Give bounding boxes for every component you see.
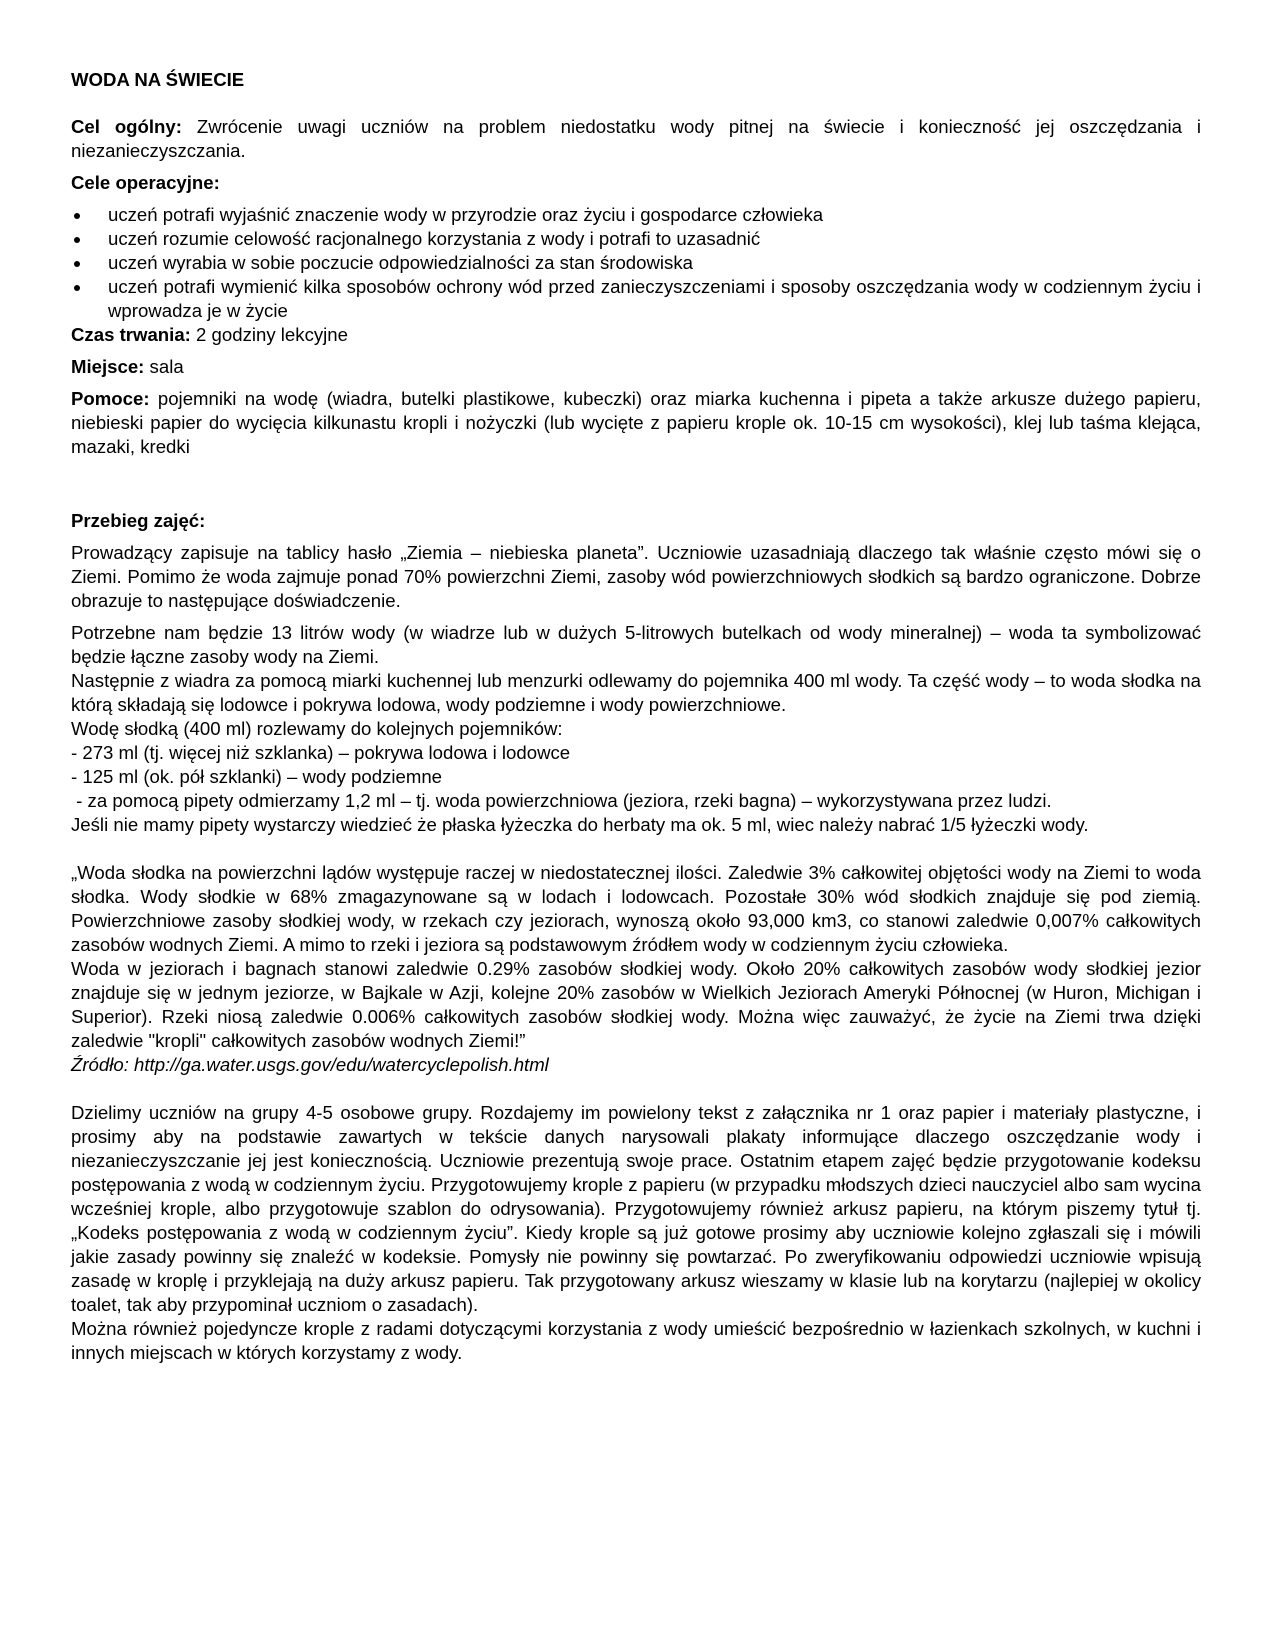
experiment-line: Potrzebne nam będzie 13 litrów wody (w wiadrze lub w dużych 5-litrowych butelkach od wody mineralnej) – woda ta symbolizować będzie łączne zasoby wody na Ziemi. xyxy=(71,622,1201,667)
experiment-line: - 273 ml (tj. więcej niż szklanka) – pokrywa lodowa i lodowce xyxy=(71,742,571,763)
objectives-list xyxy=(71,203,1201,323)
course-intro: Prowadzący zapisuje na tablicy hasło „Ziemia – niebieska planeta”. Uczniowie uzasadniają dlaczego tak właśnie często mówi się o Ziemi. Pomimo że woda zajmuje ponad 70% powierzchni Ziemi, zasoby wód powierzchniowych słodkich są bardzo ograniczone. Dobrze obrazuje to następujące doświadczenie. xyxy=(71,542,1201,611)
aids-paragraph xyxy=(71,387,1201,459)
course-label: Przebieg zajęć: xyxy=(71,510,206,531)
aids-text: pojemniki na wodę (wiadra, butelki plastikowe, kubeczki) oraz miarka kuchenna i pipeta a także arkusze dużego papieru, niebieski papier do wycięcia kilkunastu kropli i nożyczki (lub wycięte z papieru krople ok. 10-15 cm wysokości), klej lub taśma klejąca, mazaki, kredki xyxy=(71,388,1201,457)
goal-text: Zwrócenie uwagi uczniów na problem niedostatku wody pitnej na świecie i konieczność jej oszczędzania i niezanieczyszczania. xyxy=(71,116,1202,161)
document-page xyxy=(71,68,1201,1365)
place-text: sala xyxy=(144,356,184,377)
groups-section xyxy=(71,1101,1201,1365)
experiment-line: Następnie z wiadra za pomocą miarki kuchennej lub menzurki odlewamy do pojemnika 400 ml wody. Ta część wody – to woda słodka na którą składają się lodowce i pokrywa lodowa, wody podziemne i wody powierzchniowe. xyxy=(71,670,1201,715)
bullet-icon xyxy=(74,213,80,219)
objective-text: uczeń wyrabia w sobie poczucie odpowiedzialności za stan środowiska xyxy=(108,252,693,273)
experiment-line: Wodę słodką (400 ml) rozlewamy do kolejnych pojemników: xyxy=(71,718,563,739)
objective-item xyxy=(71,251,1201,275)
duration-paragraph xyxy=(71,323,1201,347)
groups-paragraph: Można również pojedyncze krople z radami dotyczącymi korzystania z wody umieścić bezpośrednio w łazienkach szkolnych, w kuchni i innych miejscach w których korzystamy z wody. xyxy=(71,1318,1201,1363)
objective-text: uczeń rozumie celowość racjonalnego korzystania z wody i potrafi to uzasadnić xyxy=(108,228,761,249)
aids-label: Pomoce: xyxy=(71,388,150,409)
objective-item xyxy=(71,227,1201,251)
place-paragraph xyxy=(71,355,1201,379)
source-citation: Źródło: http://ga.water.usgs.gov/edu/watercyclepolish.html xyxy=(71,1054,549,1075)
experiment-line: - 125 ml (ok. pół szklanki) – wody podziemne xyxy=(71,766,443,787)
bullet-icon xyxy=(74,261,80,267)
objective-item xyxy=(71,275,1201,323)
objectives-label: Cele operacyjne: xyxy=(71,172,220,193)
goal-label: Cel ogólny: xyxy=(71,116,182,137)
duration-label: Czas trwania: xyxy=(71,324,191,345)
experiment-section xyxy=(71,621,1201,837)
quote-paragraph: „Woda słodka na powierzchni lądów występuje raczej w niedostatecznej ilości. Zaledwie 3% całkowitej objętości wody na Ziemi to woda słodka. Wody słodkie w 68% zmagazynowane są w lodach i lodowcach. Pozostałe 30% wód słodkich znajduje się pod ziemią. Powierzchniowe zasoby słodkiej wody, w rzekach czy jeziorach, wynoszą około 93,000 km3, co stanowi zaledwie 0,007% całkowitych zasobów wodnych Ziemi. A mimo to rzeki i jeziora są podstawowym źródłem wody w codziennym życiu człowieka. xyxy=(71,862,1201,955)
bullet-icon xyxy=(74,285,80,291)
experiment-line: Jeśli nie mamy pipety wystarczy wiedzieć że płaska łyżeczka do herbaty ma ok. 5 ml, wiec należy nabrać 1/5 łyżeczki wody. xyxy=(71,814,1089,835)
goal-paragraph xyxy=(71,115,1201,163)
bullet-icon xyxy=(74,237,80,243)
experiment-line: - za pomocą pipety odmierzamy 1,2 ml – tj. woda powierzchniowa (jeziora, rzeki bagna) – wykorzystywana przez ludzi. xyxy=(71,790,1052,811)
document-title: WODA NA ŚWIECIE xyxy=(71,69,245,90)
quote-paragraph: Woda w jeziorach i bagnach stanowi zaledwie 0.29% zasobów słodkiej wody. Około 20% całkowitych zasobów wody słodkiej jezior znajduje się w jednym jeziorze, w Bajkale w Azji, kolejne 20% zasobów w Wielkich Jeziorach Ameryki Północnej (w Huron, Michigan i Superior). Rzeki niosą zaledwie 0.006% całkowitych zasobów słodkiej wody. Można więc zauważyć, że życie na Ziemi trwa dzięki zaledwie "kropli" całkowitych zasobów wodnych Ziemi!” xyxy=(71,958,1201,1051)
objective-item xyxy=(71,203,1201,227)
objective-text: uczeń potrafi wyjaśnić znaczenie wody w przyrodzie oraz życiu i gospodarce człowieka xyxy=(108,204,824,225)
place-label: Miejsce: xyxy=(71,356,145,377)
objective-text: uczeń potrafi wymienić kilka sposobów ochrony wód przed zanieczyszczeniami i sposoby oszczędzania wody w codziennym życiu i wprowadza je w życie xyxy=(108,276,1201,321)
groups-paragraph: Dzielimy uczniów na grupy 4-5 osobowe grupy. Rozdajemy im powielony tekst z załącznika nr 1 oraz papier i materiały plastyczne, i prosimy aby na podstawie zawartych w tekście danych narysowali plakaty informujące dlaczego oszczędzanie wody i niezanieczyszczanie jej jest koniecznością. Uczniowie prezentują swoje prace. Ostatnim etapem zajęć będzie przygotowanie kodeksu postępowania z wodą w codziennym życiu. Przygotowujemy krople z papieru (w przypadku młodszych dzieci nauczyciel albo sam wycina wcześniej krople, albo przygotowuje szablon do odrysowania). Przygotowujemy również arkusz papieru, na którym piszemy tytuł tj. „Kodeks postępowania z wodą w codziennym życiu”. Kiedy krople są już gotowe prosimy aby uczniowie kolejno zgłaszali się i mówili jakie zasady powinny się znaleźć w kodeksie. Pomysły nie powinny się powtarzać. Po zweryfikowaniu odpowiedzi uczniowie wpisują zasadę w kroplę i przyklejają na duży arkusz papieru. Tak przygotowany arkusz wieszamy w klasie lub na korytarzu (najlepiej w okolicy toalet, tak aby przypominał uczniom o zasadach). xyxy=(71,1102,1201,1315)
quote-section xyxy=(71,861,1201,1077)
duration-text: 2 godziny lekcyjne xyxy=(190,324,348,345)
